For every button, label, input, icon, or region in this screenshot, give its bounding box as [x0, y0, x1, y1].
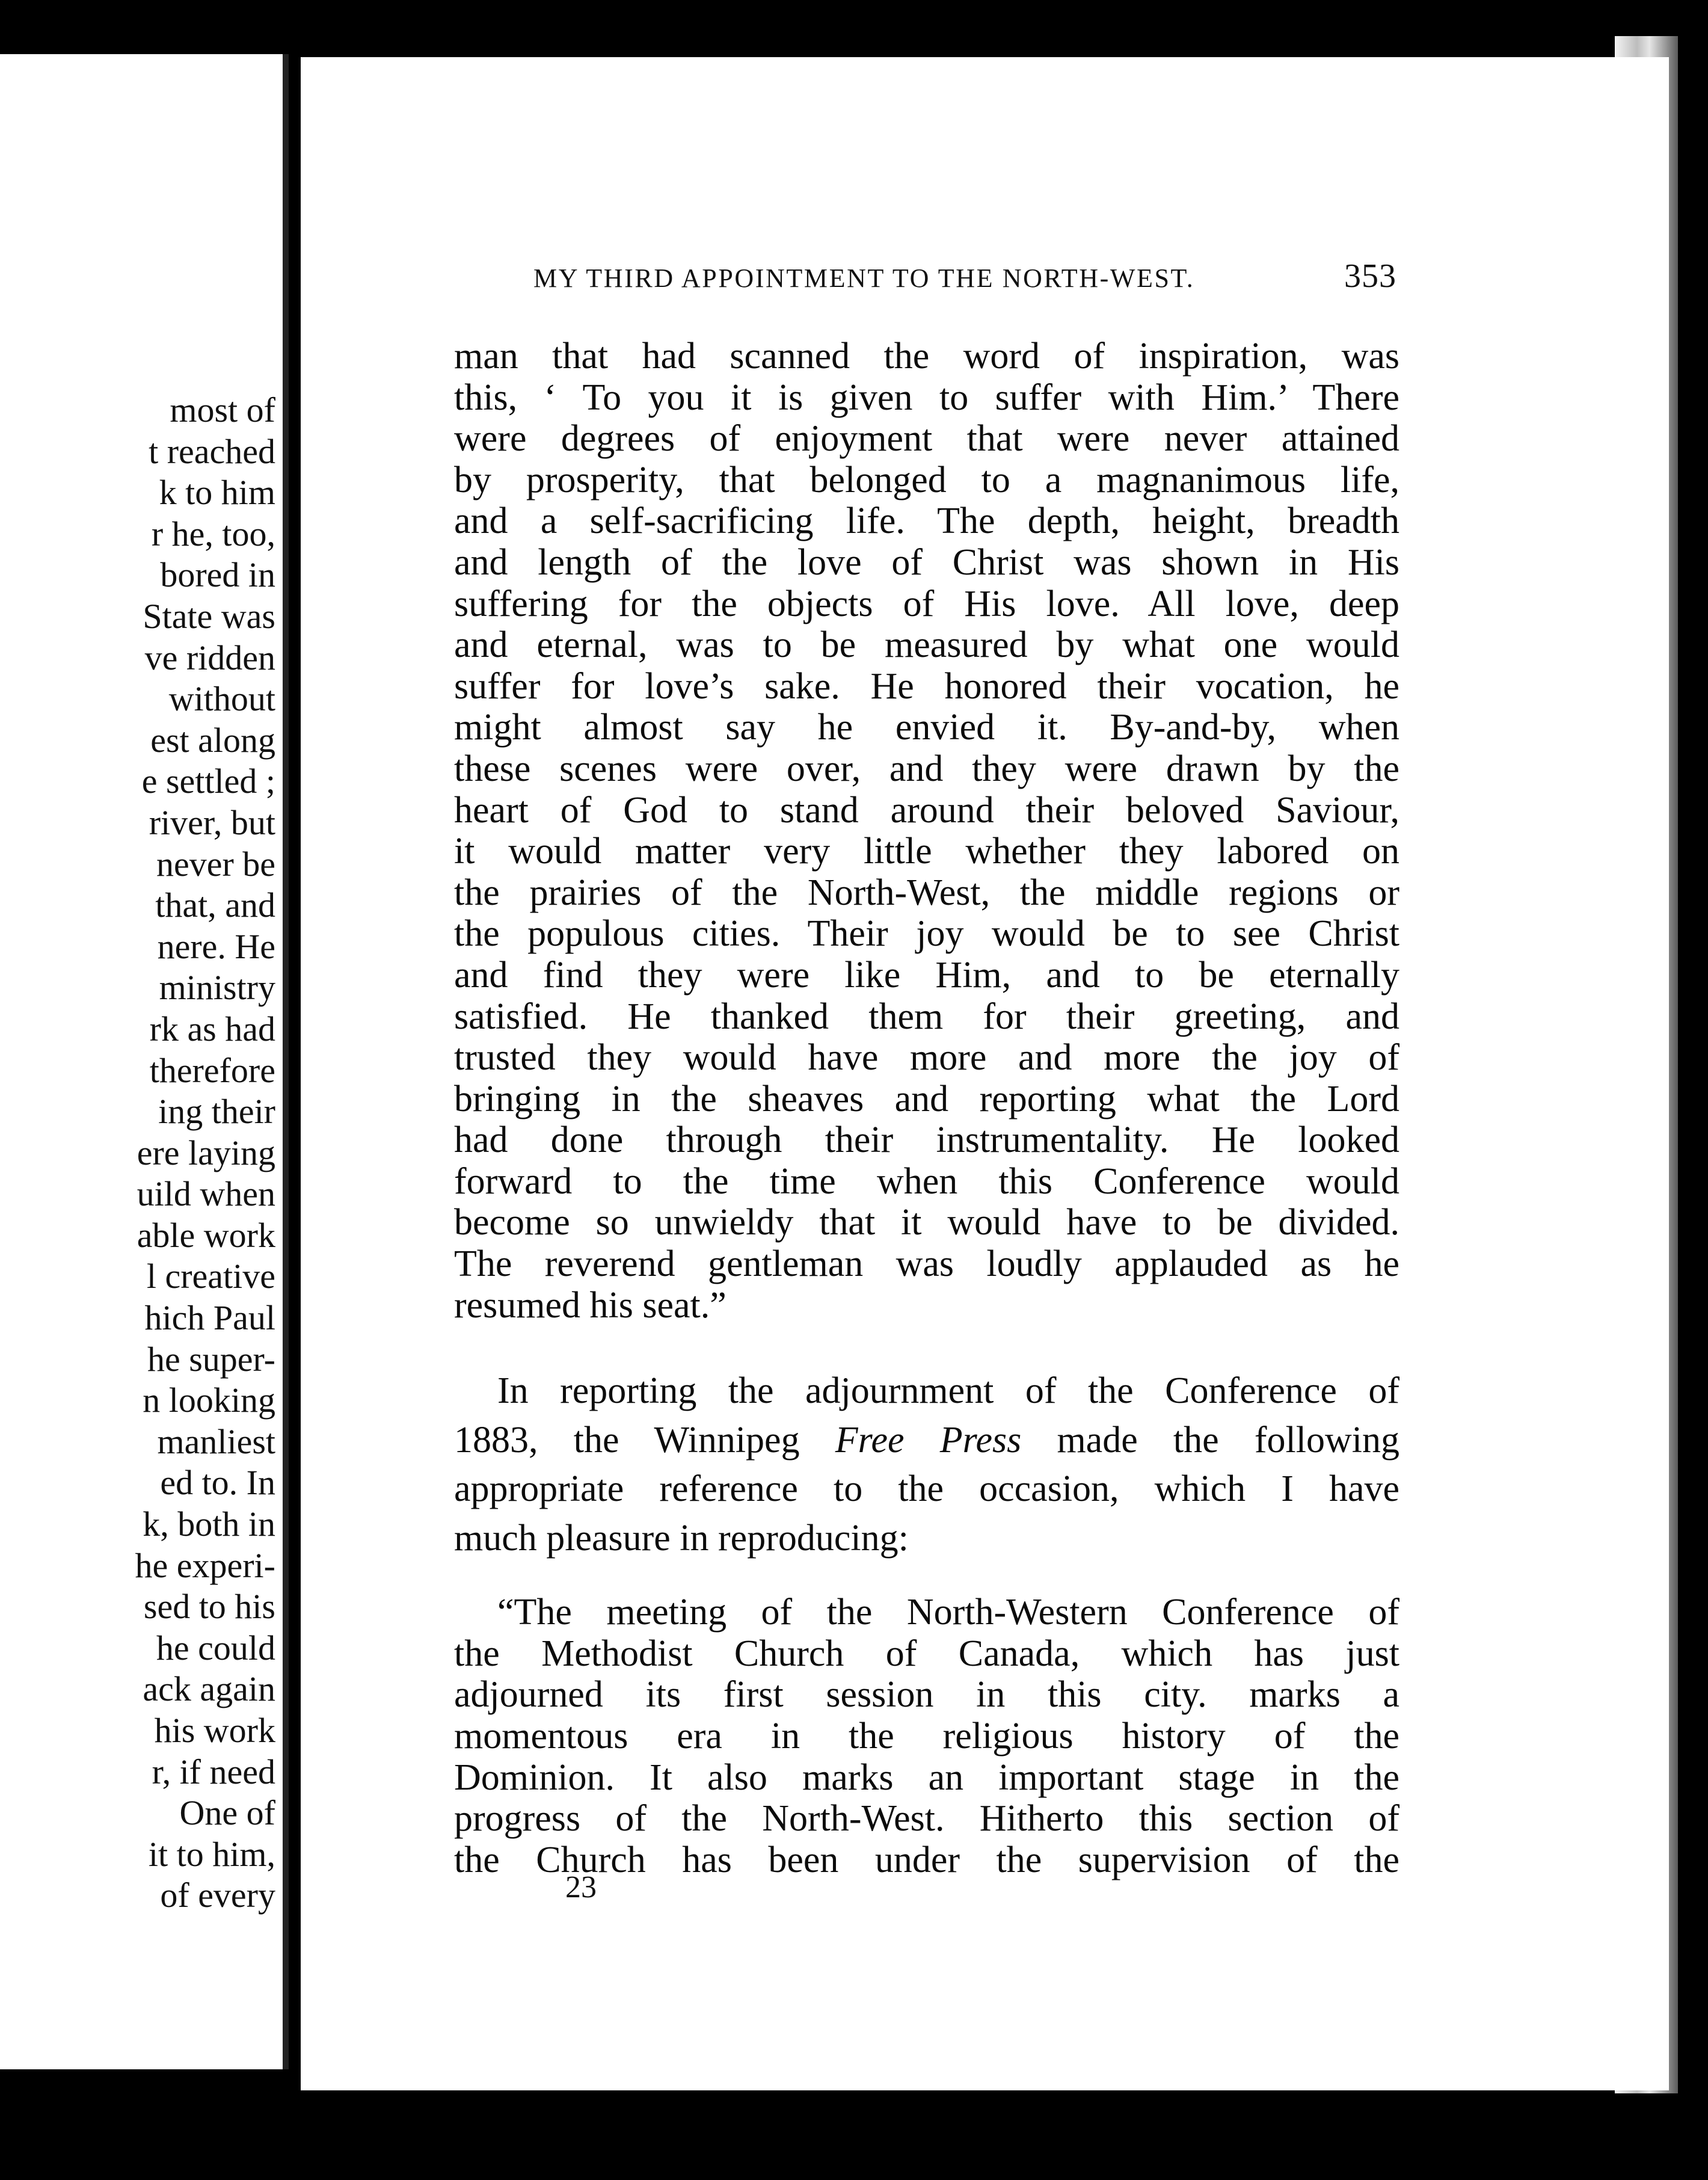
- text-line: this, ‘ To you it is given to suffer with Him.’ There: [454, 377, 1399, 418]
- text-line: satisfied. He thanked them for their greeting, and: [454, 996, 1399, 1037]
- running-header: [533, 257, 1396, 295]
- text-line: k, both in: [143, 1504, 275, 1544]
- running-title: MY THIRD APPOINTMENT TO THE NORTH-WEST.: [533, 263, 1195, 293]
- text-line: were degrees of enjoyment that were never attained: [454, 418, 1399, 460]
- newspaper-title: Free Press: [835, 1419, 1022, 1461]
- text-line: the Methodist Church of Canada, which has just: [454, 1633, 1399, 1674]
- text-line: ed to. In: [160, 1463, 275, 1503]
- text-line: and a self-sacrificing life. The depth, height, breadth: [454, 500, 1399, 542]
- text-line: progress of the North-West. Hitherto this section of: [454, 1798, 1399, 1840]
- text-line: nere. He: [157, 926, 275, 966]
- text-line: momentous era in the religious history of the: [454, 1716, 1399, 1757]
- text-line: ack again: [143, 1669, 275, 1709]
- text-line: resumed his seat.”: [454, 1284, 727, 1326]
- text-line: bringing in the sheaves and reporting what the Lord: [454, 1078, 1399, 1119]
- text-line: Dominion. It also marks an important stage in the: [454, 1757, 1399, 1798]
- text-line: he super-: [147, 1339, 275, 1379]
- text-line: n looking: [143, 1381, 275, 1420]
- text-line: he could: [156, 1628, 275, 1667]
- text-line: might almost say he envied it. By-and-by, when: [454, 707, 1399, 748]
- text-line: his work: [154, 1711, 275, 1750]
- left-page: [0, 54, 289, 2069]
- text-line: and length of the love of Christ was shown in His: [454, 541, 1399, 583]
- text-line: In reporting the adjournment of the Conference of: [497, 1370, 1399, 1412]
- text-line: much pleasure in reproducing:: [454, 1517, 909, 1559]
- text-line: most of: [170, 390, 275, 430]
- signature-mark: 23: [565, 1870, 597, 1904]
- text-line: river, but: [149, 802, 275, 842]
- text-line: never be: [156, 844, 275, 884]
- text-line: man that had scanned the word of inspiration, was: [454, 336, 1399, 377]
- text-line: e settled ;: [141, 762, 275, 801]
- text-line: by prosperity, that belonged to a magnanimous life,: [454, 459, 1399, 500]
- text-line: k to him: [159, 473, 275, 513]
- text-line: the prairies of the North-West, the middle regions or: [454, 872, 1399, 913]
- text-line: and eternal, was to be measured by what one would: [454, 624, 1399, 666]
- text-line: t reached: [149, 431, 275, 471]
- text-line: heart of God to stand around their beloved Saviour,: [454, 789, 1399, 831]
- text-line: trusted they would have more and more the joy of: [454, 1037, 1399, 1079]
- text-line: the populous cities. Their joy would be to see Christ: [454, 913, 1399, 955]
- text-line: The reverend gentleman was loudly applauded as he: [454, 1243, 1399, 1285]
- text-line: “The meeting of the North-Western Conference of: [497, 1592, 1399, 1633]
- text-line: the Church has been under the supervision of the: [454, 1839, 1399, 1880]
- text-line: State was: [143, 596, 275, 636]
- text-line: suffer for love’s sake. He honored their vocation, he: [454, 665, 1399, 707]
- text-line: and find they were like Him, and to be eternally: [454, 954, 1399, 996]
- text-line: ve ridden: [144, 638, 275, 677]
- text-line: without: [168, 679, 275, 719]
- text-line: he experi-: [135, 1545, 275, 1585]
- text-line: ministry: [159, 968, 275, 1008]
- text-line: l creative: [146, 1257, 275, 1296]
- text-line: appropriate reference to the occasion, which I have: [454, 1468, 1399, 1510]
- text-line: had done through their instrumentality. He looked: [454, 1119, 1399, 1161]
- book-gutter: [289, 0, 301, 2180]
- text-line: [454, 1416, 1399, 1465]
- paragraph-free-press-intro: [454, 1367, 1399, 1563]
- paragraph-quote-continuation: [454, 336, 1399, 1326]
- text-line: manliest: [157, 1421, 275, 1461]
- text-line: therefore: [149, 1050, 275, 1090]
- text-line: these scenes were over, and they were drawn by the: [454, 748, 1399, 789]
- page-number: 353: [1344, 257, 1396, 295]
- text-line: hich Paul: [144, 1298, 275, 1338]
- text-line: become so unwieldy that it would have to be divided.: [454, 1202, 1399, 1243]
- text-line: forward to the time when this Conference would: [454, 1160, 1399, 1202]
- body-text: [454, 336, 1399, 1880]
- text-line: uild when: [137, 1174, 275, 1214]
- text-line: suffering for the objects of His love. All love, deep: [454, 583, 1399, 624]
- text-line: rk as had: [149, 1009, 275, 1048]
- text-line: able work: [137, 1215, 275, 1255]
- text-line: of every: [160, 1876, 275, 1915]
- text-line: sed to his: [143, 1587, 275, 1627]
- text-line: bored in: [160, 555, 275, 595]
- left-page-edge: [283, 54, 289, 2069]
- text-line: r, if need: [152, 1752, 275, 1791]
- text-segment: made the following: [1057, 1419, 1399, 1461]
- text-line: adjourned its first session in this city. marks a: [454, 1674, 1399, 1716]
- paragraph-newspaper-quote: [454, 1592, 1399, 1880]
- text-line: ing their: [158, 1092, 275, 1132]
- text-line: it to him,: [148, 1834, 275, 1874]
- text-line: it would matter very little whether they labored on: [454, 831, 1399, 872]
- text-line: that, and: [155, 885, 275, 925]
- text-line: One of: [179, 1793, 275, 1833]
- text-line: ere laying: [137, 1133, 275, 1172]
- left-page-text: [135, 390, 275, 1917]
- text-segment: 1883, the Winnipeg: [454, 1419, 800, 1461]
- text-line: est along: [150, 720, 275, 760]
- text-line: r he, too,: [151, 514, 275, 553]
